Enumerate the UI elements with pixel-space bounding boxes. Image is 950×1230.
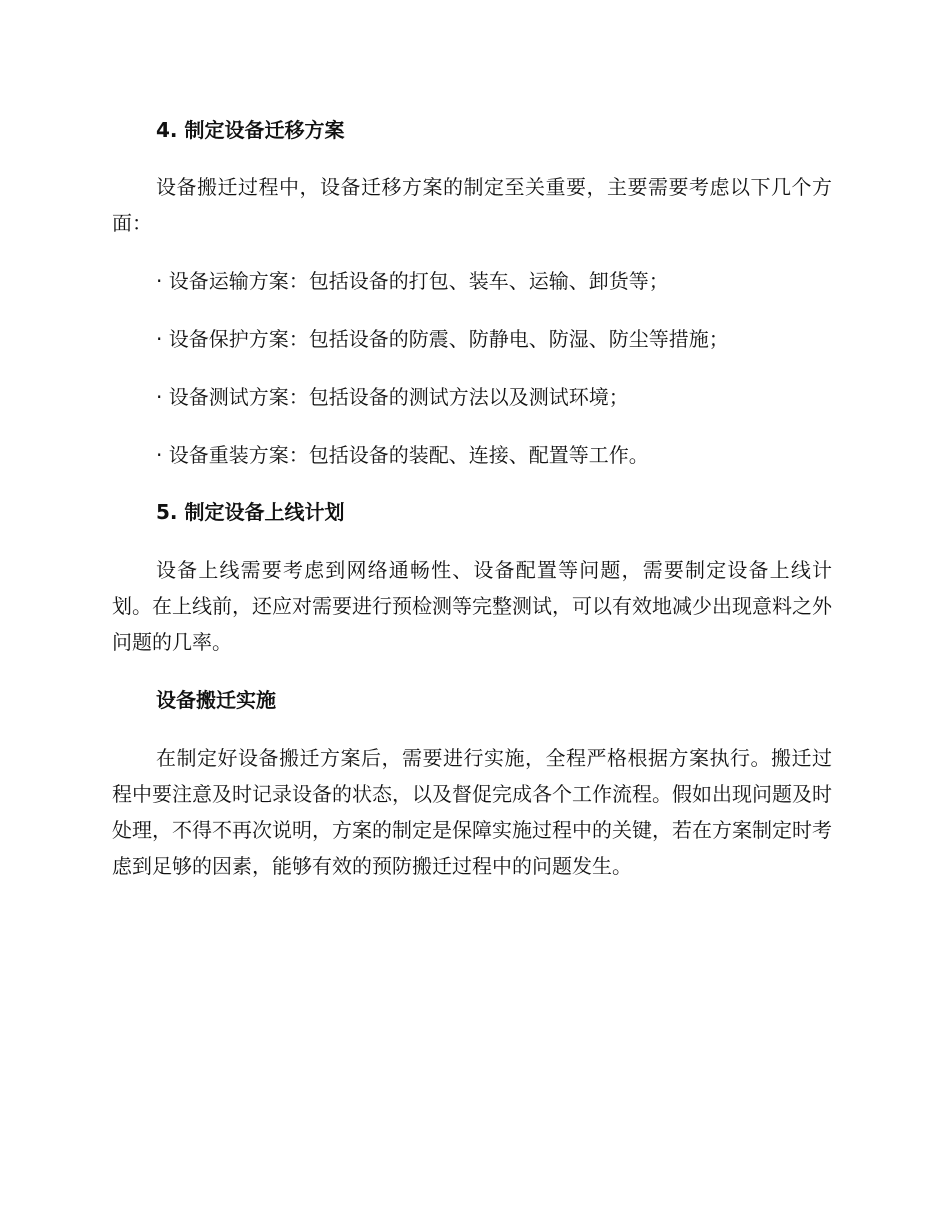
section-5-heading: 5. 制定设备上线计划 <box>156 500 345 524</box>
spacer <box>112 660 832 682</box>
list-item-reinstall: · 设备重装方案：包括设备的装配、连接、配置等工作。 <box>156 443 649 467</box>
spacer <box>112 473 832 494</box>
spacer <box>112 241 832 263</box>
spacer <box>112 148 832 169</box>
list-spacer <box>112 415 832 437</box>
section-4-intro: 设备搬迁过程中，设备迁移方案的制定至关重要，主要需要考虑以下几个方面： <box>112 175 832 235</box>
list-item-testing: · 设备测试方案：包括设备的测试方法以及测试环境； <box>156 385 629 409</box>
section-5-body: 设备上线需要考虑到网络通畅性、设备配置等问题，需要制定设备上线计划。在上线前，还应对需要进行预检测等完整测试，可以有效地减少出现意料之外问题的几率。 <box>112 558 832 654</box>
document-content <box>112 112 832 884</box>
section-4-heading: 4. 制定设备迁移方案 <box>156 118 345 142</box>
list-spacer <box>112 299 832 321</box>
list-item-transport: · 设备运输方案：包括设备的打包、装车、运输、卸货等； <box>156 269 669 293</box>
spacer <box>112 718 832 740</box>
implementation-heading: 设备搬迁实施 <box>156 688 276 712</box>
list-item-protection: · 设备保护方案：包括设备的防震、防静电、防湿、防尘等措施； <box>156 327 729 351</box>
spacer <box>112 530 832 552</box>
migration-plan-list <box>112 263 832 473</box>
implementation-body: 在制定好设备搬迁方案后，需要进行实施，全程严格根据方案执行。搬迁过程中要注意及时记录设备的状态，以及督促完成各个工作流程。假如出现问题及时处理，不得不再次说明，方案的制定是保障实施过程中的关键，若在方案制定时考虑到足够的因素，能够有效的预防搬迁过程中的问题发生。 <box>112 746 832 878</box>
list-spacer <box>112 357 832 379</box>
